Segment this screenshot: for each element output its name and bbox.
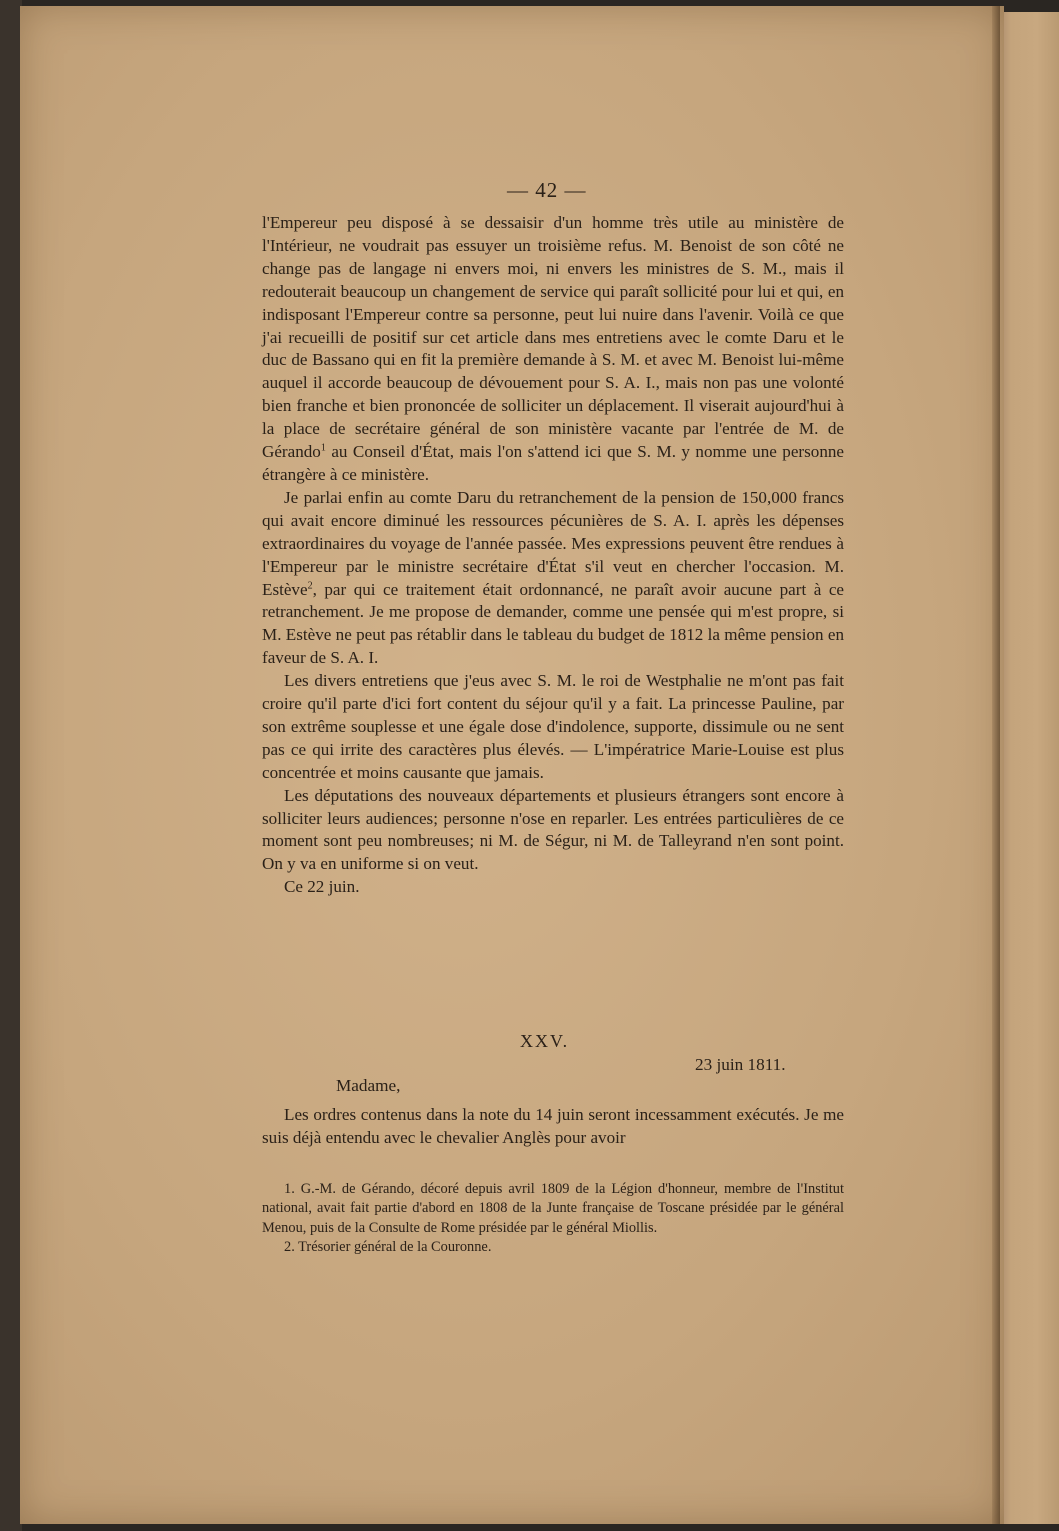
footnote-1: 1. G.-M. de Gérando, décoré depuis avril 1809 de la Légion d'honneur, membre de l'Institut national, avait fait partie d'abord en 1808 de la Junte française de Toscane présidée par le général Menou, puis de la Consulte de Rome présidée par le général Miollis. xyxy=(262,1181,844,1236)
page-number: — 42 — xyxy=(507,178,587,202)
paragraph-2-text-end: , par qui ce traitement était ordonnancé, ne paraît avoir aucune part à ce retranchement. Je me propose de demander, comme une pensée qui m'est propre, si M. Estève ne peut pas rétablir dans le tableau du budget de 1812 la même pension en faveur de S. A. I. xyxy=(262,579,844,668)
paragraph-2-text: Je parlai enfin au comte Daru du retranchement de la pension de 150,000 francs qui avait encore diminué les ressources pécunières de S. A. I. après les dépenses extraordinaires du voyage de l'année passée. Mes expressions peuvent être rendues à l'Empereur par le ministre secrétaire d'État s'il veut en chercher l'occasion. M. Estève xyxy=(262,487,844,599)
paragraph-deputations: Les députations des nouveaux départements et plusieurs étrangers sont encore à solliciter leurs audiences; personne n'ose en reparler. Les entrées particulières de ce moment sont peu nombreuses; ni M. de Ségur, ni M. de Talleyrand n'en sont point. On y va en uniforme si on veut. xyxy=(262,785,844,874)
letter-body xyxy=(262,1104,844,1150)
footnotes xyxy=(262,1180,844,1258)
footnote-ref-2: 2 xyxy=(307,579,313,591)
dateline: Ce 22 juin. xyxy=(284,877,360,897)
footnote-2: 2. Trésorier général de la Couronne. xyxy=(284,1239,492,1256)
page-gutter-shadow xyxy=(992,6,1000,1524)
paragraph-pension xyxy=(262,487,844,670)
paragraph-1-text-end: au Conseil d'État, mais l'on s'attend ici que S. M. y nomme une personne étrangère à ce ministère. xyxy=(262,442,845,484)
paragraph-continued xyxy=(262,212,844,487)
paragraph-westphalie: Les divers entretiens que j'eus avec S. M. le roi de Westphalie ne m'ont pas fait croire qu'il parte d'ici fort content du séjour qu'il y a fait. La princesse Pauline, par son extrême souplesse et une égale dose d'indolence, supporte, dissimule ou ne sent pas ce qui irrite des caractères plus élevés. — L'impératrice Marie-Louise est plus concentrée et moins causante que jamais. xyxy=(262,671,844,782)
footnote-ref-1: 1 xyxy=(320,442,326,454)
facing-page-edge xyxy=(997,12,1059,1524)
scan-border-left xyxy=(0,0,22,1531)
salutation: Madame, xyxy=(336,1076,401,1095)
paragraph-1-text: l'Empereur peu disposé à se dessaisir d'un homme très utile au ministère de l'Intérieur, ne voudrait pas essuyer un troisième refus. M. Benoist de son côté ne change pas de langage ni envers moi, ni envers les ministres de S. M., mais il redouterait beaucoup un changement de service qui paraît sollicité pour lui et qui, en indisposant l'Empereur contre sa personne, peut lui nuire dans l'avenir. Voilà ce que j'ai recueilli de positif sur cet article dans mes entretiens avec le comte Daru et le duc de Bassano qui en fit la première demande à S. M. et avec M. Benoist lui-même auquel il accorde beaucoup de dévouement pour S. A. I., mais non pas une volonté bien franche et bien prononcée de solliciter un déplacement. Il viserait aujourd'hui à la place de secrétaire général de son ministère vacante par l'entrée de M. de Gérando xyxy=(262,213,844,462)
letter-paragraph: Les ordres contenus dans la note du 14 juin seront incessamment exécutés. Je me suis déjà entendu avec le chevalier Anglès pour avoir xyxy=(262,1105,844,1147)
letter-date: 23 juin 1811. xyxy=(695,1055,786,1074)
letter-number: XXV. xyxy=(520,1031,570,1051)
main-text xyxy=(262,212,844,899)
